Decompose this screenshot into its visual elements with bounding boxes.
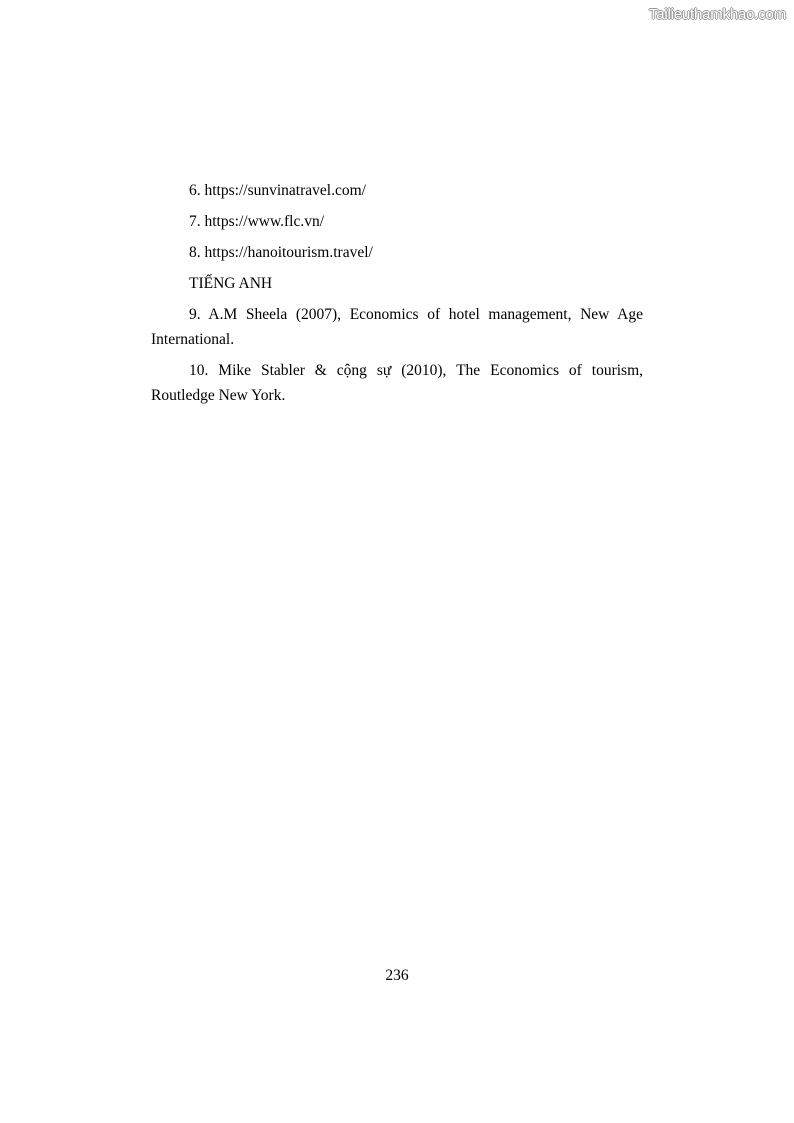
reference-item-10: 10. Mike Stabler & cộng sự (2010), The Economics of tourism, Routledge New York. [151, 362, 643, 404]
reference-item-9: 9. A.M Sheela (2007), Economics of hotel management, New Age International. [151, 306, 643, 348]
reference-item-8: 8. https://hanoitourism.travel/ [189, 244, 373, 261]
reference-item-6: 6. https://sunvinatravel.com/ [189, 182, 366, 199]
reference-item-7: 7. https://www.flc.vn/ [189, 213, 325, 230]
page-number: 236 [385, 967, 409, 984]
section-heading-english: TIẾNG ANH [189, 275, 273, 292]
reference-list [151, 178, 643, 414]
watermark: Tailieuthamkhao.com [648, 6, 786, 23]
